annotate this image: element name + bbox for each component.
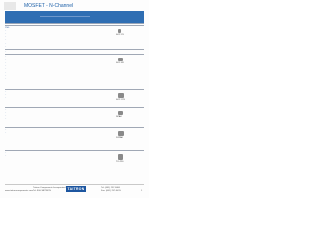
package-label: DPAK: [116, 116, 122, 118]
header-divider: [40, 16, 90, 17]
package-illustration: [118, 29, 121, 33]
footer-phone: Tel: (661) 257-6060: [101, 187, 120, 189]
footer-divider: [5, 184, 144, 185]
part-number[interactable]: ..: [5, 42, 7, 45]
part-number[interactable]: ..: [5, 128, 7, 131]
page-title: MOSFET - N-Channel: [24, 3, 74, 9]
package-illustration: [118, 111, 123, 115]
package-illustration: [118, 58, 123, 61]
part-number[interactable]: ..: [5, 96, 7, 99]
table-group: [5, 150, 144, 151]
part-number[interactable]: ..: [5, 32, 7, 35]
part-number[interactable]: ..: [5, 131, 7, 134]
package-illustration: [118, 93, 124, 98]
part-number[interactable]: ..: [5, 151, 7, 154]
brand-badge: TAITRON: [67, 187, 85, 191]
part-number[interactable]: ..: [5, 39, 7, 42]
package-label: TO-220: [116, 161, 124, 163]
package-label: D2PAK: [116, 137, 124, 139]
footer-website[interactable]: www.taitroncomponents.com: [5, 190, 33, 192]
table-group: [5, 25, 144, 26]
part-number[interactable]: ..: [5, 65, 7, 68]
footer-tollfree: Tel: 800-TAITRON: [33, 190, 51, 192]
part-number[interactable]: ..: [5, 55, 7, 58]
package-label: SOT-223: [116, 99, 125, 101]
part-number[interactable]: ..: [5, 61, 7, 64]
package-label: SOT-89: [116, 62, 124, 64]
package-label: SOT-23: [116, 34, 124, 36]
part-number[interactable]: ..: [5, 29, 7, 32]
package-illustration: [118, 154, 123, 160]
package-illustration: [118, 131, 124, 136]
part-number[interactable]: ..: [5, 74, 7, 77]
part-number[interactable]: ..: [5, 68, 7, 71]
part-number[interactable]: ..: [5, 90, 7, 93]
footer-company: Taitron Components Incorporated: [33, 187, 66, 189]
part-number[interactable]: ..: [5, 111, 7, 114]
part-number[interactable]: ..: [5, 108, 7, 111]
table-group: [5, 54, 144, 55]
table-group: [5, 127, 144, 128]
part-number[interactable]: ..: [5, 45, 7, 48]
table-group: [5, 89, 144, 90]
part-number[interactable]: ..: [5, 50, 7, 53]
company-logo: [4, 2, 16, 10]
datasheet-page: [0, 0, 149, 198]
header-underline: [5, 23, 144, 24]
part-number[interactable]: ..: [5, 154, 7, 157]
part-number[interactable]: ..: [5, 114, 7, 117]
part-number[interactable]: 1N0..: [5, 26, 11, 29]
part-number[interactable]: ..: [5, 71, 7, 74]
part-number[interactable]: ..: [5, 118, 7, 121]
part-number[interactable]: ..: [5, 77, 7, 80]
part-number[interactable]: ..: [5, 36, 7, 39]
part-number[interactable]: ..: [5, 93, 7, 96]
page-number: 1: [141, 190, 143, 192]
footer-fax: Fax: (661) 257-6415: [101, 190, 121, 192]
part-number[interactable]: ..: [5, 58, 7, 61]
table-group: [5, 49, 144, 50]
table-group: [5, 107, 144, 108]
table-header: [5, 11, 144, 23]
